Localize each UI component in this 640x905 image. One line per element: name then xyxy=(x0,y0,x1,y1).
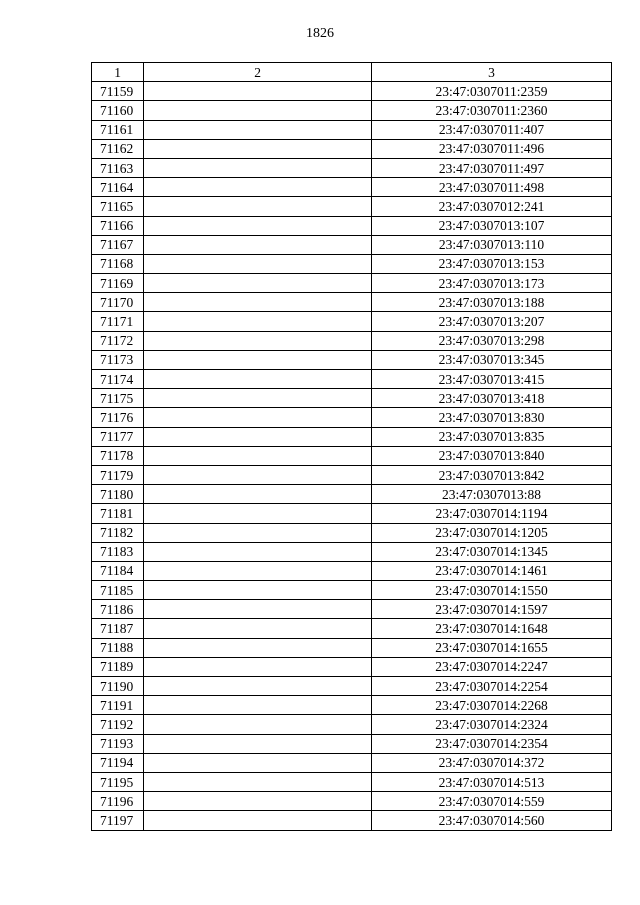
table-row xyxy=(92,523,612,542)
cadastral-number-cell: 23:47:0307013:110 xyxy=(371,235,611,254)
row-description-cell xyxy=(144,120,372,139)
row-number-cell: 71192 xyxy=(92,715,144,734)
row-description-cell xyxy=(144,811,372,830)
cadastral-number-cell: 23:47:0307014:1648 xyxy=(371,619,611,638)
cadastral-number-cell: 23:47:0307013:840 xyxy=(371,446,611,465)
table-row xyxy=(92,293,612,312)
page-number: 1826 xyxy=(306,26,334,41)
table-row xyxy=(92,600,612,619)
table-row xyxy=(92,82,612,101)
row-number-cell: 71173 xyxy=(92,350,144,369)
table-row xyxy=(92,485,612,504)
table-row xyxy=(92,120,612,139)
table-row xyxy=(92,254,612,273)
table-row xyxy=(92,408,612,427)
row-number-cell: 71164 xyxy=(92,178,144,197)
row-description-cell xyxy=(144,600,372,619)
row-description-cell xyxy=(144,446,372,465)
row-number-cell: 71163 xyxy=(92,158,144,177)
cadastral-number-cell: 23:47:0307011:2359 xyxy=(371,82,611,101)
cadastral-number-cell: 23:47:0307013:842 xyxy=(371,465,611,484)
cadastral-number-cell: 23:47:0307013:830 xyxy=(371,408,611,427)
table-row xyxy=(92,370,612,389)
table-row xyxy=(92,274,612,293)
cadastral-number-cell: 23:47:0307014:372 xyxy=(371,753,611,772)
cadastral-number-cell: 23:47:0307014:2324 xyxy=(371,715,611,734)
table-row xyxy=(92,446,612,465)
row-number-cell: 71188 xyxy=(92,638,144,657)
row-description-cell xyxy=(144,331,372,350)
row-description-cell xyxy=(144,792,372,811)
cadastral-number-cell: 23:47:0307014:2354 xyxy=(371,734,611,753)
row-description-cell xyxy=(144,542,372,561)
row-description-cell xyxy=(144,139,372,158)
row-number-cell: 71184 xyxy=(92,561,144,580)
row-number-cell: 71191 xyxy=(92,696,144,715)
cadastral-number-cell: 23:47:0307014:1461 xyxy=(371,561,611,580)
row-number-cell: 71166 xyxy=(92,216,144,235)
row-description-cell xyxy=(144,216,372,235)
row-number-cell: 71178 xyxy=(92,446,144,465)
cadastral-number-cell: 23:47:0307014:1205 xyxy=(371,523,611,542)
row-number-cell: 71185 xyxy=(92,581,144,600)
table-row xyxy=(92,504,612,523)
row-number-cell: 71183 xyxy=(92,542,144,561)
cadastral-number-cell: 23:47:0307013:153 xyxy=(371,254,611,273)
column-header-2: 2 xyxy=(144,63,372,82)
cadastral-number-cell: 23:47:0307011:496 xyxy=(371,139,611,158)
cadastral-number-cell: 23:47:0307011:498 xyxy=(371,178,611,197)
cadastral-number-cell: 23:47:0307013:88 xyxy=(371,485,611,504)
table-row xyxy=(92,638,612,657)
column-header-3: 3 xyxy=(371,63,611,82)
cadastral-number-cell: 23:47:0307011:407 xyxy=(371,120,611,139)
row-number-cell: 71160 xyxy=(92,101,144,120)
row-number-cell: 71159 xyxy=(92,82,144,101)
row-number-cell: 71193 xyxy=(92,734,144,753)
row-description-cell xyxy=(144,158,372,177)
row-description-cell xyxy=(144,408,372,427)
table-row xyxy=(92,178,612,197)
column-header-1: 1 xyxy=(92,63,144,82)
row-description-cell xyxy=(144,312,372,331)
row-number-cell: 71175 xyxy=(92,389,144,408)
row-description-cell xyxy=(144,581,372,600)
cadastral-number-cell: 23:47:0307014:2268 xyxy=(371,696,611,715)
row-number-cell: 71196 xyxy=(92,792,144,811)
row-number-cell: 71186 xyxy=(92,600,144,619)
cadastral-number-cell: 23:47:0307011:2360 xyxy=(371,101,611,120)
table-row xyxy=(92,101,612,120)
row-description-cell xyxy=(144,197,372,216)
row-number-cell: 71181 xyxy=(92,504,144,523)
row-description-cell xyxy=(144,715,372,734)
row-number-cell: 71161 xyxy=(92,120,144,139)
row-number-cell: 71174 xyxy=(92,370,144,389)
row-description-cell xyxy=(144,427,372,446)
table-row xyxy=(92,312,612,331)
row-description-cell xyxy=(144,101,372,120)
row-description-cell xyxy=(144,389,372,408)
row-description-cell xyxy=(144,293,372,312)
row-description-cell xyxy=(144,677,372,696)
row-number-cell: 71171 xyxy=(92,312,144,331)
table-row xyxy=(92,734,612,753)
cadastral-number-cell: 23:47:0307013:207 xyxy=(371,312,611,331)
cadastral-number-cell: 23:47:0307013:107 xyxy=(371,216,611,235)
cadastral-number-cell: 23:47:0307014:1194 xyxy=(371,504,611,523)
row-description-cell xyxy=(144,638,372,657)
row-number-cell: 71195 xyxy=(92,772,144,791)
table-row xyxy=(92,158,612,177)
table-row xyxy=(92,696,612,715)
table-row xyxy=(92,427,612,446)
table-row xyxy=(92,197,612,216)
cadastral-number-cell: 23:47:0307012:241 xyxy=(371,197,611,216)
cadastral-number-cell: 23:47:0307014:1345 xyxy=(371,542,611,561)
table-row xyxy=(92,619,612,638)
row-number-cell: 71167 xyxy=(92,235,144,254)
row-number-cell: 71172 xyxy=(92,331,144,350)
cadastral-number-cell: 23:47:0307013:835 xyxy=(371,427,611,446)
table-row xyxy=(92,561,612,580)
table-row xyxy=(92,657,612,676)
table-row xyxy=(92,465,612,484)
row-description-cell xyxy=(144,753,372,772)
row-description-cell xyxy=(144,561,372,580)
row-number-cell: 71170 xyxy=(92,293,144,312)
table-row xyxy=(92,677,612,696)
cadastral-number-cell: 23:47:0307013:188 xyxy=(371,293,611,312)
row-number-cell: 71197 xyxy=(92,811,144,830)
row-description-cell xyxy=(144,82,372,101)
table-row xyxy=(92,811,612,830)
cadastral-number-cell: 23:47:0307013:173 xyxy=(371,274,611,293)
row-number-cell: 71165 xyxy=(92,197,144,216)
table-row xyxy=(92,753,612,772)
row-number-cell: 71187 xyxy=(92,619,144,638)
row-description-cell xyxy=(144,350,372,369)
row-description-cell xyxy=(144,619,372,638)
cadastral-number-cell: 23:47:0307013:418 xyxy=(371,389,611,408)
row-description-cell xyxy=(144,504,372,523)
row-description-cell xyxy=(144,485,372,504)
registry-table-body xyxy=(92,63,612,831)
row-number-cell: 71180 xyxy=(92,485,144,504)
cadastral-number-cell: 23:47:0307013:415 xyxy=(371,370,611,389)
row-description-cell xyxy=(144,235,372,254)
row-number-cell: 71176 xyxy=(92,408,144,427)
table-row xyxy=(92,216,612,235)
row-description-cell xyxy=(144,254,372,273)
cadastral-number-cell: 23:47:0307014:1550 xyxy=(371,581,611,600)
table-row xyxy=(92,139,612,158)
row-number-cell: 71189 xyxy=(92,657,144,676)
table-header-row xyxy=(92,63,612,82)
row-number-cell: 71168 xyxy=(92,254,144,273)
row-number-cell: 71162 xyxy=(92,139,144,158)
registry-table xyxy=(91,62,612,831)
row-description-cell xyxy=(144,696,372,715)
cadastral-number-cell: 23:47:0307013:345 xyxy=(371,350,611,369)
cadastral-number-cell: 23:47:0307014:2247 xyxy=(371,657,611,676)
row-number-cell: 71194 xyxy=(92,753,144,772)
row-description-cell xyxy=(144,465,372,484)
row-number-cell: 71177 xyxy=(92,427,144,446)
row-description-cell xyxy=(144,370,372,389)
table-row xyxy=(92,792,612,811)
row-number-cell: 71169 xyxy=(92,274,144,293)
table-row xyxy=(92,389,612,408)
row-number-cell: 71179 xyxy=(92,465,144,484)
row-description-cell xyxy=(144,178,372,197)
table-row xyxy=(92,581,612,600)
cadastral-number-cell: 23:47:0307014:1655 xyxy=(371,638,611,657)
row-number-cell: 71190 xyxy=(92,677,144,696)
table-row xyxy=(92,715,612,734)
table-row xyxy=(92,542,612,561)
cadastral-number-cell: 23:47:0307014:560 xyxy=(371,811,611,830)
table-row xyxy=(92,350,612,369)
row-description-cell xyxy=(144,523,372,542)
table-row xyxy=(92,772,612,791)
cadastral-number-cell: 23:47:0307014:559 xyxy=(371,792,611,811)
row-description-cell xyxy=(144,274,372,293)
row-description-cell xyxy=(144,734,372,753)
row-description-cell xyxy=(144,772,372,791)
row-number-cell: 71182 xyxy=(92,523,144,542)
cadastral-number-cell: 23:47:0307011:497 xyxy=(371,158,611,177)
table-row xyxy=(92,331,612,350)
cadastral-number-cell: 23:47:0307013:298 xyxy=(371,331,611,350)
cadastral-number-cell: 23:47:0307014:1597 xyxy=(371,600,611,619)
cadastral-number-cell: 23:47:0307014:513 xyxy=(371,772,611,791)
row-description-cell xyxy=(144,657,372,676)
cadastral-number-cell: 23:47:0307014:2254 xyxy=(371,677,611,696)
table-row xyxy=(92,235,612,254)
